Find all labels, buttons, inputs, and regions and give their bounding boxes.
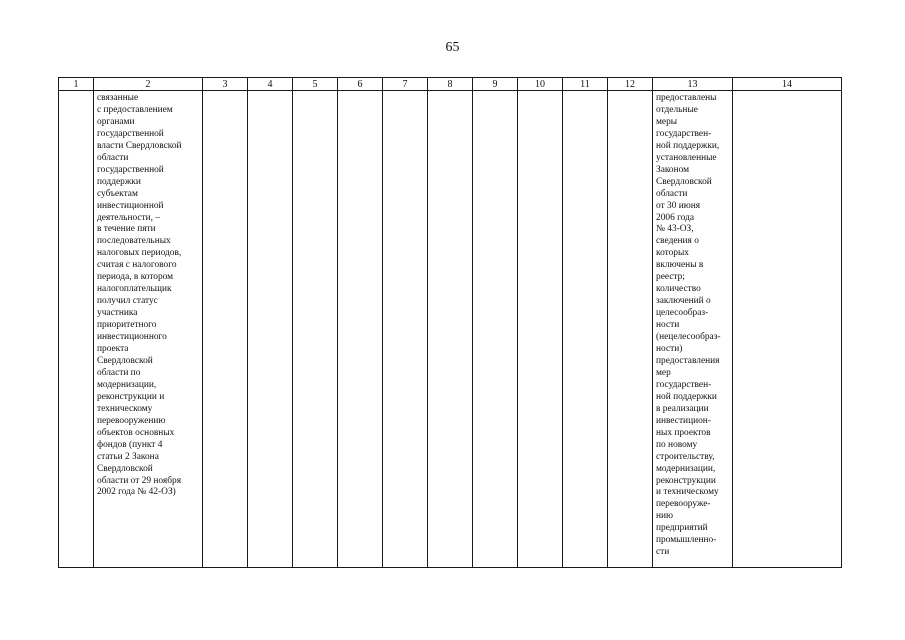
column-number-11: 11: [563, 78, 608, 91]
cell-text-line: поддержки: [97, 176, 141, 187]
cell-text-line: Свердловской: [97, 355, 153, 366]
cell-text-line: проекта: [97, 344, 129, 355]
cell-text-line: модернизации,: [656, 463, 716, 474]
cell-col-7: [383, 91, 428, 568]
cell-text-line: ности: [656, 320, 680, 331]
cell-text-line: объектов основных: [97, 427, 175, 438]
cell-text-line: предоставления: [656, 355, 720, 366]
column-number-2: 2: [94, 78, 203, 91]
cell-text-line: Свердловской: [656, 176, 712, 187]
cell-text-line: налоговых периодов,: [97, 248, 182, 259]
cell-text-line: с предоставлением: [97, 104, 173, 115]
cell-text-line: получил статус: [97, 296, 158, 307]
cell-text-line: промышленно-: [656, 535, 717, 546]
cell-text-line: власти Свердловской: [97, 140, 182, 151]
cell-text-line: Законом: [656, 164, 690, 175]
cell-col-6: [338, 91, 383, 568]
cell-text-line: ности): [656, 344, 683, 355]
cell-text-line: по новому: [656, 439, 698, 450]
column-number-13: 13: [653, 78, 733, 91]
cell-text-line: установленные: [656, 152, 717, 163]
column-number-12: 12: [608, 78, 653, 91]
cell-text-line: техническому: [97, 403, 153, 414]
cell-col-9: [473, 91, 518, 568]
cell-text-line: связанные: [97, 93, 139, 103]
cell-col-14: [733, 91, 842, 568]
cell-text-line: перевооружению: [97, 415, 166, 426]
cell-text-line: фондов (пункт 4: [97, 439, 163, 450]
cell-text-line: предоставлены: [656, 93, 717, 103]
cell-text-line: инвестиционной: [97, 200, 164, 211]
column-number-7: 7: [383, 78, 428, 91]
cell-col-3: [203, 91, 248, 568]
data-table: [58, 77, 842, 568]
cell-text-line: отдельные: [656, 104, 698, 115]
cell-text-line: целесообраз-: [656, 308, 709, 319]
cell-text-line: в течение пяти: [97, 224, 156, 235]
cell-text-line: Свердловской: [97, 463, 153, 474]
cell-text-line: (нецелесообраз-: [656, 332, 721, 343]
cell-text-line: государственной: [97, 128, 164, 139]
page-number: 65: [445, 40, 460, 55]
cell-text-line: и техническому: [656, 487, 719, 498]
cell-col-11: [563, 91, 608, 568]
cell-col-2: [94, 91, 203, 568]
cell-text-line: модернизации,: [97, 379, 157, 390]
cell-text-line: периода, в котором: [97, 272, 174, 283]
column-number-8: 8: [428, 78, 473, 91]
column-number-9: 9: [473, 78, 518, 91]
cell-text-line: ной поддержки,: [656, 140, 720, 151]
column-number-10: 10: [518, 78, 563, 91]
cell-text-line: ных проектов: [656, 427, 711, 438]
cell-text-line: области: [656, 188, 688, 199]
cell-text-line: от 30 июня: [656, 200, 701, 211]
cell-col-12: [608, 91, 653, 568]
cell-text-line: 2002 года № 42-ОЗ): [97, 487, 176, 498]
cell-text-line: области по: [97, 367, 141, 378]
col2-text: [94, 91, 202, 499]
header-row: [59, 78, 842, 91]
cell-text-line: мер: [656, 367, 671, 378]
cell-text-line: деятельности, –: [97, 212, 161, 223]
cell-text-line: реконструкции и: [97, 391, 165, 402]
cell-text-line: перевооруже-: [656, 499, 711, 510]
cell-text-line: нию: [656, 511, 674, 522]
cell-text-line: строительству,: [656, 451, 715, 462]
cell-text-line: статьи 2 Закона: [97, 451, 159, 462]
cell-text-line: последовательных: [97, 236, 171, 247]
column-number-5: 5: [293, 78, 338, 91]
cell-text-line: № 43-ОЗ,: [656, 224, 694, 235]
cell-text-line: области: [97, 152, 129, 163]
cell-col-13: [653, 91, 733, 568]
column-number-14: 14: [733, 78, 842, 91]
cell-col-1: [59, 91, 94, 568]
cell-text-line: государственной: [97, 164, 164, 175]
cell-text-line: меры: [656, 116, 678, 127]
cell-text-line: заключений о: [656, 296, 711, 307]
cell-text-line: предприятий: [656, 523, 708, 534]
cell-text-line: инвестицион-: [656, 415, 711, 426]
cell-col-5: [293, 91, 338, 568]
column-number-1: 1: [59, 78, 94, 91]
column-number-4: 4: [248, 78, 293, 91]
cell-text-line: субъектам: [97, 188, 138, 199]
cell-text-line: которых: [656, 248, 689, 259]
cell-text-line: органами: [97, 116, 135, 127]
table-row: [59, 91, 842, 568]
cell-text-line: включены в: [656, 260, 704, 271]
cell-text-line: участника: [97, 308, 138, 319]
cell-text-line: сти: [656, 547, 670, 558]
cell-text-line: государствен-: [656, 379, 712, 390]
cell-text-line: реестр;: [656, 272, 685, 283]
column-number-3: 3: [203, 78, 248, 91]
cell-text-line: области от 29 ноября: [97, 475, 182, 486]
cell-col-4: [248, 91, 293, 568]
cell-col-8: [428, 91, 473, 568]
cell-text-line: налогоплательщик: [97, 284, 172, 295]
cell-text-line: ной поддержки: [656, 391, 717, 402]
cell-col-10: [518, 91, 563, 568]
cell-text-line: 2006 года: [656, 212, 695, 223]
cell-text-line: приоритетного: [97, 320, 157, 331]
cell-text-line: инвестиционного: [97, 332, 167, 343]
col13-text: [653, 91, 732, 559]
cell-text-line: количество: [656, 284, 701, 295]
cell-text-line: сведения о: [656, 236, 699, 247]
cell-text-line: в реализации: [656, 403, 709, 414]
column-number-6: 6: [338, 78, 383, 91]
cell-text-line: реконструкции: [656, 475, 716, 486]
cell-text-line: государствен-: [656, 128, 712, 139]
cell-text-line: считая с налогового: [97, 260, 177, 271]
